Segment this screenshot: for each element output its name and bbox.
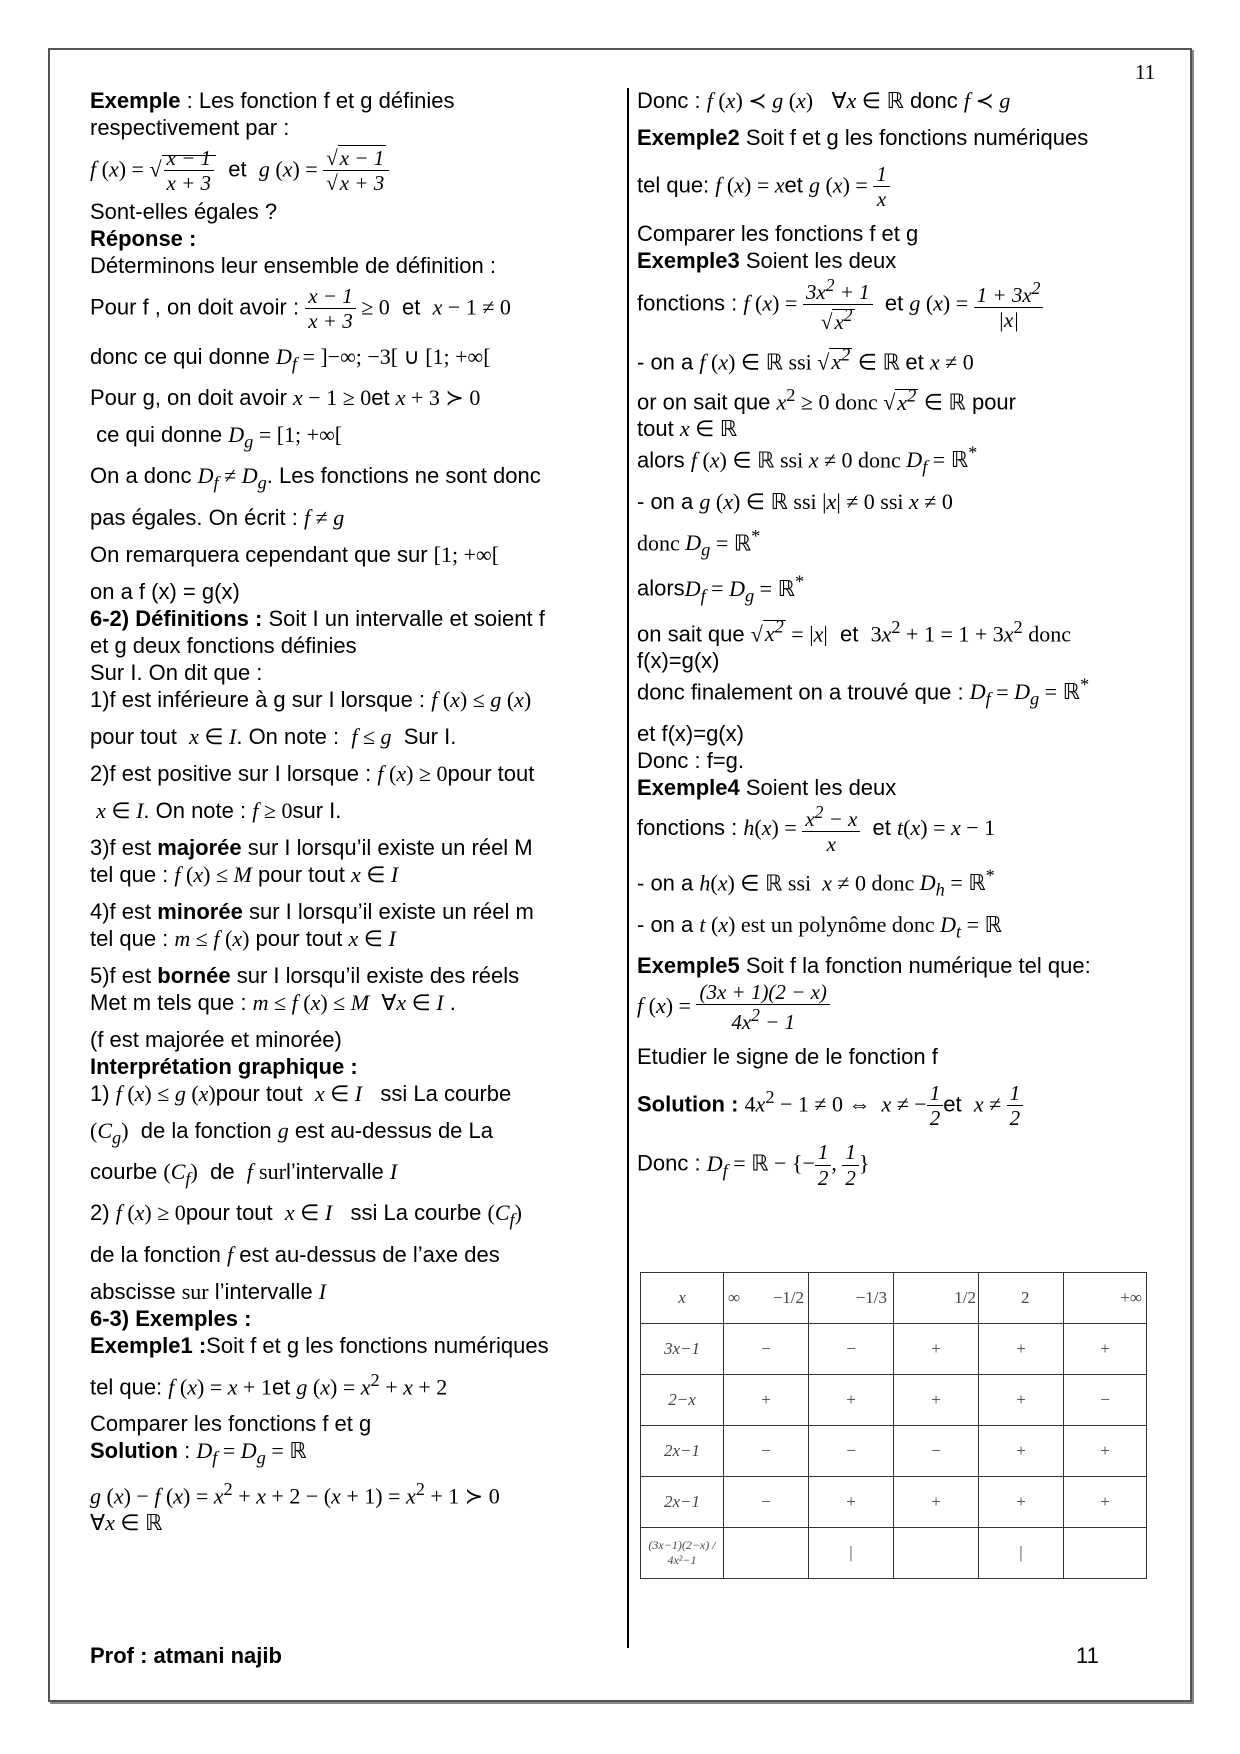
text: Soit I un intervalle et soient f: [262, 605, 545, 631]
table-cell: +: [1064, 1324, 1147, 1375]
table-row: [641, 1426, 1147, 1477]
text: ssi La courbe: [350, 1200, 482, 1226]
formula-fg-def: f (x) = √ $\frac{x - 1}{x + 3}$ et g (x) = $\frac{√x - 1}{√x + 3}$: [90, 146, 625, 195]
text: sur I lorsqu’il existe un réel M: [241, 834, 533, 860]
ex3-final: donc finalement on a trouvé que : $D_f = D_g$ = ℝ*: [637, 674, 1090, 709]
ex5-domain: Donc : $D_f$ = ℝ − {− $\frac{1}{2}$ , $\frac{1}{2}$ }: [637, 1140, 870, 1190]
table-cell: −: [724, 1426, 809, 1477]
table-cell: +: [979, 1477, 1064, 1528]
text: or on sait que: [637, 389, 771, 415]
text: pour tout: [90, 723, 177, 749]
def-4b: tel que : m ≤ f (x) pour tout x ∈ I: [90, 925, 396, 951]
table-cell: +: [894, 1324, 979, 1375]
text: - on a: [637, 348, 694, 374]
text: de la fonction: [90, 1241, 221, 1267]
ex4-ht: fonctions : h(x) = $\frac{x^2 - x}{x}$ et t(x) = x − 1: [637, 801, 996, 856]
table-cell: +: [1064, 1477, 1147, 1528]
text: et: [784, 172, 803, 198]
text: - on a: [637, 870, 694, 896]
table-cell: +: [894, 1477, 979, 1528]
row-label: (3x−1)(2−x) / 4x²−1: [641, 1528, 724, 1579]
table-cell: +: [979, 1375, 1064, 1426]
ex5-f: f (x) = $\frac{(3x + 1)(2 - x)}{4x^2 - 1}$: [637, 980, 1172, 1034]
text: donc: [637, 530, 680, 556]
text: l’intervalle: [214, 1278, 313, 1304]
text: Donc : f=g.: [637, 747, 745, 773]
example-label: Exemple: [90, 88, 181, 113]
text: Comparer les fonctions f et g: [90, 1410, 372, 1436]
text: Donc :: [637, 1150, 701, 1176]
text: f(x)=g(x): [637, 647, 720, 673]
text: et: [943, 1091, 962, 1117]
table-cell: −: [809, 1324, 894, 1375]
table-cell: +: [979, 1324, 1064, 1375]
table-row: [641, 1375, 1147, 1426]
table-cell: −: [894, 1426, 979, 1477]
text: Pour g, on doit avoir: [90, 384, 287, 410]
table-header-cell: [979, 1273, 1064, 1324]
example2-label: Exemple2: [637, 125, 740, 150]
table-cell: +: [1064, 1426, 1147, 1477]
text: Solution: [90, 1437, 178, 1463]
def-1b: pour tout x ∈ I. On note : f ≤ g Sur I.: [90, 723, 457, 749]
text: sur I lorsqu’il existe des réels: [230, 962, 520, 988]
text: 2: [1021, 1288, 1030, 1307]
response-label: Réponse :: [90, 226, 197, 252]
text: pour tout: [185, 1200, 273, 1226]
ex4-dh: - on a h(x) ∈ ℝ ssi x ≠ 0 donc $D_h$ = ℝ*: [637, 865, 995, 900]
text: pour tout: [255, 925, 343, 951]
text: 2): [90, 1200, 110, 1226]
text: . On note :: [143, 797, 247, 823]
text: de: [210, 1159, 235, 1185]
interp-1: 1) f (x) ≤ g (x)pour tout x ∈ I ssi La courbe: [90, 1080, 512, 1106]
ex1-difference: g (x) − f $(x) = x^2 + x + 2 - (x + 1) = x^2 + 1$ ≻ 0: [90, 1478, 500, 1509]
text: Déterminons leur ensemble de définition :: [90, 253, 497, 279]
text: pour: [971, 389, 1016, 415]
table-cell: [724, 1528, 809, 1579]
interpretation-title: Interprétation graphique :: [90, 1053, 358, 1079]
example3-label: Exemple3: [637, 248, 740, 274]
text: est au-dessus de l’axe des: [239, 1241, 500, 1267]
def-5b: Met m tels que : m ≤ f (x) ≤ M ∀x ∈ I .: [90, 989, 456, 1015]
def-4: [90, 899, 625, 926]
text: Sur I.: [403, 723, 457, 749]
text: . On note :: [236, 723, 340, 749]
text: Soient les deux: [739, 774, 897, 800]
def-1: 1)f est inférieure à g sur I lorsque : f (x) ≤ g (x): [90, 686, 532, 712]
text: Pour f , on doit avoir :: [90, 294, 300, 320]
text: et g deux fonctions définies: [90, 632, 357, 658]
text: 2)f est positive sur I lorsque :: [90, 760, 372, 786]
text: ∞: [728, 1288, 741, 1307]
text: 1): [90, 1080, 110, 1106]
table-cell: −: [724, 1477, 809, 1528]
text: et: [228, 156, 247, 182]
table-header-cell: [894, 1273, 979, 1324]
def-5: [90, 963, 625, 990]
text: Soient les deux: [739, 248, 897, 274]
text: 4)f est: [90, 898, 158, 924]
text: Soit f la fonction numérique tel que:: [739, 952, 1091, 978]
table-header-row: [641, 1273, 1147, 1324]
footer-author: [90, 1643, 282, 1669]
text: courbe: [90, 1159, 158, 1185]
text: majorée: [157, 834, 242, 860]
text: pour tout: [215, 1080, 303, 1106]
table-cell: +: [809, 1375, 894, 1426]
text: :: [177, 1437, 191, 1463]
text: minorée: [157, 898, 243, 924]
text: tel que:: [637, 172, 710, 198]
text: sur I.: [292, 797, 342, 823]
table-cell: +: [724, 1375, 809, 1426]
table-cell: |: [979, 1528, 1064, 1579]
text: de la fonction: [140, 1117, 272, 1143]
text: 3)f est: [90, 834, 158, 860]
text: Sont-elles égales ?: [90, 199, 278, 225]
table-row: [641, 1528, 1147, 1579]
text: ssi La courbe: [380, 1080, 512, 1106]
text: Sur I. On dit que :: [90, 659, 263, 685]
example5-label: Exemple5: [637, 952, 740, 978]
table-header-cell: [1064, 1273, 1147, 1324]
table-cell: +: [809, 1477, 894, 1528]
text: donc ce qui donne: [90, 343, 270, 369]
formula-df: donc ce qui donne $D_f$ = ]−∞; −3[ ∪ [1; +∞[: [90, 343, 491, 373]
text: l’intervalle: [285, 1159, 384, 1185]
table-cell: −: [809, 1426, 894, 1477]
row-label: 2x−1: [641, 1426, 724, 1477]
text: tel que :: [90, 861, 169, 887]
ex4-dt: - on a t (x) est un polynôme donc $D_t$ = ℝ: [637, 911, 1002, 941]
def-3b: tel que : f (x) ≤ M pour tout x ∈ I: [90, 861, 399, 887]
text: et: [905, 348, 924, 374]
ex3-f-domain: - on a f (x) ∈ ℝ ssi $√x^2$ ∈ ℝ et x ≠ 0: [637, 344, 974, 374]
formula-df-neq-dg: On a donc $D_f \ne D_g$. Les fonctions ne sont donc: [90, 463, 541, 493]
ex1-solution: Solution : $D_f = D_g$ = ℝ: [90, 1437, 307, 1467]
text: On a donc: [90, 463, 192, 489]
text: est au-dessus de La: [294, 1117, 494, 1143]
text: Prof : atmani najib: [90, 1643, 282, 1668]
left-column: [90, 88, 625, 1537]
right-column: [637, 88, 1172, 1190]
text: et: [872, 814, 891, 840]
text: Solution :: [637, 1091, 739, 1117]
interp-2c: abscisse sur l’intervalle I: [90, 1278, 327, 1304]
ex3-dg: donc $D_g$ = ℝ*: [637, 525, 761, 560]
text: et: [840, 621, 859, 647]
table-cell: +: [894, 1375, 979, 1426]
text: on a f (x) = g(x): [90, 578, 240, 604]
text: +∞: [1120, 1288, 1142, 1307]
examples-title: 6-3) Exemples :: [90, 1305, 252, 1331]
row-label: 2−x: [641, 1375, 724, 1426]
interp-2b: de la fonction f est au-dessus de l’axe des: [90, 1241, 500, 1267]
ex3-alors: alors f (x) ∈ ℝ ssi x ≠ 0 donc $D_f$ = ℝ*: [637, 443, 978, 477]
ex3-on-sait: on sait que $√x^2 = |x|$ et $3x^2 + 1 = 1 + 3x^2$ donc: [637, 617, 1071, 647]
ex1-forall: ∀x ∈ ℝ: [90, 1509, 163, 1535]
text: Donc :: [637, 88, 701, 113]
text: (f est majorée et minorée): [90, 1026, 342, 1052]
interp-2: 2) f (x) ≥ 0pour tout x ∈ I ssi La courbe $(C_f)$: [90, 1200, 522, 1230]
text: et: [884, 290, 904, 316]
text: Soit f et g les fonctions numériques: [206, 1332, 549, 1358]
interp-1b: $(C_g)$ de la fonction g est au-dessus de La: [90, 1117, 494, 1148]
table-cell: |: [809, 1528, 894, 1579]
text: 1)f est inférieure à g sur I lorsque :: [90, 686, 426, 712]
def-2b: x ∈ I. On note : f ≥ 0sur I.: [96, 797, 342, 823]
footer-page-number: 11: [1076, 1643, 1099, 1668]
row-label: 3x−1: [641, 1324, 724, 1375]
table-cell: +: [979, 1426, 1064, 1477]
interp-1c: courbe $(C_f)$ de f surl’intervalle I: [90, 1159, 398, 1189]
text: pour tout: [447, 760, 535, 786]
ex3-fg: fonctions : f (x) = $\frac{3x^2 + 1}{√x^2}$ et g (x) = $\frac{1 + 3x^2}{|x|}$: [637, 275, 1172, 334]
text: fonctions :: [637, 290, 738, 316]
example4-label: Exemple4: [637, 774, 740, 800]
formula-dg: ce qui donne $D_g = [1$; +∞[: [96, 421, 343, 452]
table-header-cell: [809, 1273, 894, 1324]
formula-pour-g: Pour g, on doit avoir x − 1 ≥ 0et x + 3 ≻ 0: [90, 384, 481, 410]
table-header-cell: [724, 1273, 809, 1324]
text: bornée: [157, 962, 231, 988]
ex1-fg: tel que: f (x) = x + 1et g $(x) = x^2 + x + 2$: [90, 1369, 448, 1400]
text: tel que :: [90, 925, 169, 951]
text: abscisse: [90, 1278, 176, 1304]
def-2: 2)f est positive sur I lorsque : f (x) ≥ 0pour tout: [90, 760, 535, 786]
text: sur I lorsqu’il existe un réel m: [242, 898, 534, 924]
text: tout: [637, 416, 674, 441]
text: fonctions :: [637, 814, 738, 840]
text: Comparer les fonctions f et g: [637, 221, 919, 247]
text: ce qui donne: [96, 421, 223, 447]
text: et: [271, 1374, 291, 1400]
ex3-df-dg: alorsD$_f$ = $D_g$ = ℝ*: [637, 571, 805, 606]
column-divider: [627, 88, 629, 1648]
table-row: [641, 1324, 1147, 1375]
text: - on a: [637, 488, 694, 514]
text: et f(x)=g(x): [637, 720, 744, 746]
text: Etudier le signe de le fonction f: [637, 1044, 938, 1070]
text: 1/2: [954, 1288, 976, 1307]
text: donc finalement on a trouvé que :: [637, 679, 964, 705]
text: pour tout: [257, 861, 345, 887]
text: on sait que: [637, 621, 745, 647]
ex3-g-domain: - on a g (x) ∈ ℝ ssi |x| ≠ 0 ssi x ≠ 0: [637, 488, 953, 514]
text: −1/2: [772, 1288, 804, 1307]
table-header-x: x: [641, 1273, 724, 1324]
table-cell: [1064, 1528, 1147, 1579]
text: On remarquera cependant que sur: [90, 541, 428, 567]
text: pas égales. On écrit :: [90, 504, 298, 530]
text: - on a: [637, 911, 694, 937]
text: : Les fonction f et g définies: [180, 88, 455, 113]
table-cell: −: [724, 1324, 809, 1375]
def-3: [90, 835, 625, 862]
text: −1/3: [855, 1288, 887, 1307]
example1-label: Exemple1 :: [90, 1332, 207, 1358]
definitions-title: 6-2) Définitions :: [90, 605, 263, 631]
text: alors: [637, 447, 685, 473]
table-cell: −: [1064, 1375, 1147, 1426]
text: et: [402, 294, 421, 320]
sign-table: [640, 1272, 1147, 1579]
text: 5)f est: [90, 962, 158, 988]
text: Met m tels que :: [90, 989, 247, 1015]
row-label: 2x−1: [641, 1477, 724, 1528]
formula-pour-f: Pour f , on doit avoir : $\frac{x - 1}{x + 3}$ ≥ 0 et x − 1 ≠ 0: [90, 284, 511, 334]
ex3-tout: tout x ∈ ℝ: [637, 416, 738, 441]
ex3-or: or on sait que $x^2 \ge 0$ donc $√x^2$ ∈ ℝ pour: [637, 385, 1016, 415]
text: tel que:: [90, 1374, 163, 1400]
text: donc: [910, 88, 958, 113]
formula-f-neq-g: pas égales. On écrit : f ≠ g: [90, 504, 345, 530]
table-row: [641, 1477, 1147, 1528]
text: Soit f et g les fonctions numériques: [739, 125, 1089, 150]
text: . Les fonctions ne sont donc: [266, 463, 541, 489]
table-cell: [894, 1528, 979, 1579]
formula-remarque: On remarquera cependant que sur [1; +∞[: [90, 541, 500, 567]
text: respectivement par :: [90, 115, 290, 140]
ex2-fg: tel que: f (x) = xet g (x) = $\frac{1}{x}$: [637, 162, 1172, 211]
text: alors: [637, 575, 685, 601]
page-number-top: 11: [1135, 60, 1156, 84]
ex1-conclusion: Donc : f (x) ≺ g (x) ∀x ∈ ℝ donc f ≺ g: [637, 88, 1011, 113]
ex5-solution: Solution : $4x^2 - 1 \ne 0$ ⇔ x ≠ − $\frac{1}{2}$ et x ≠ $\frac{1}{2}$: [637, 1081, 1172, 1130]
